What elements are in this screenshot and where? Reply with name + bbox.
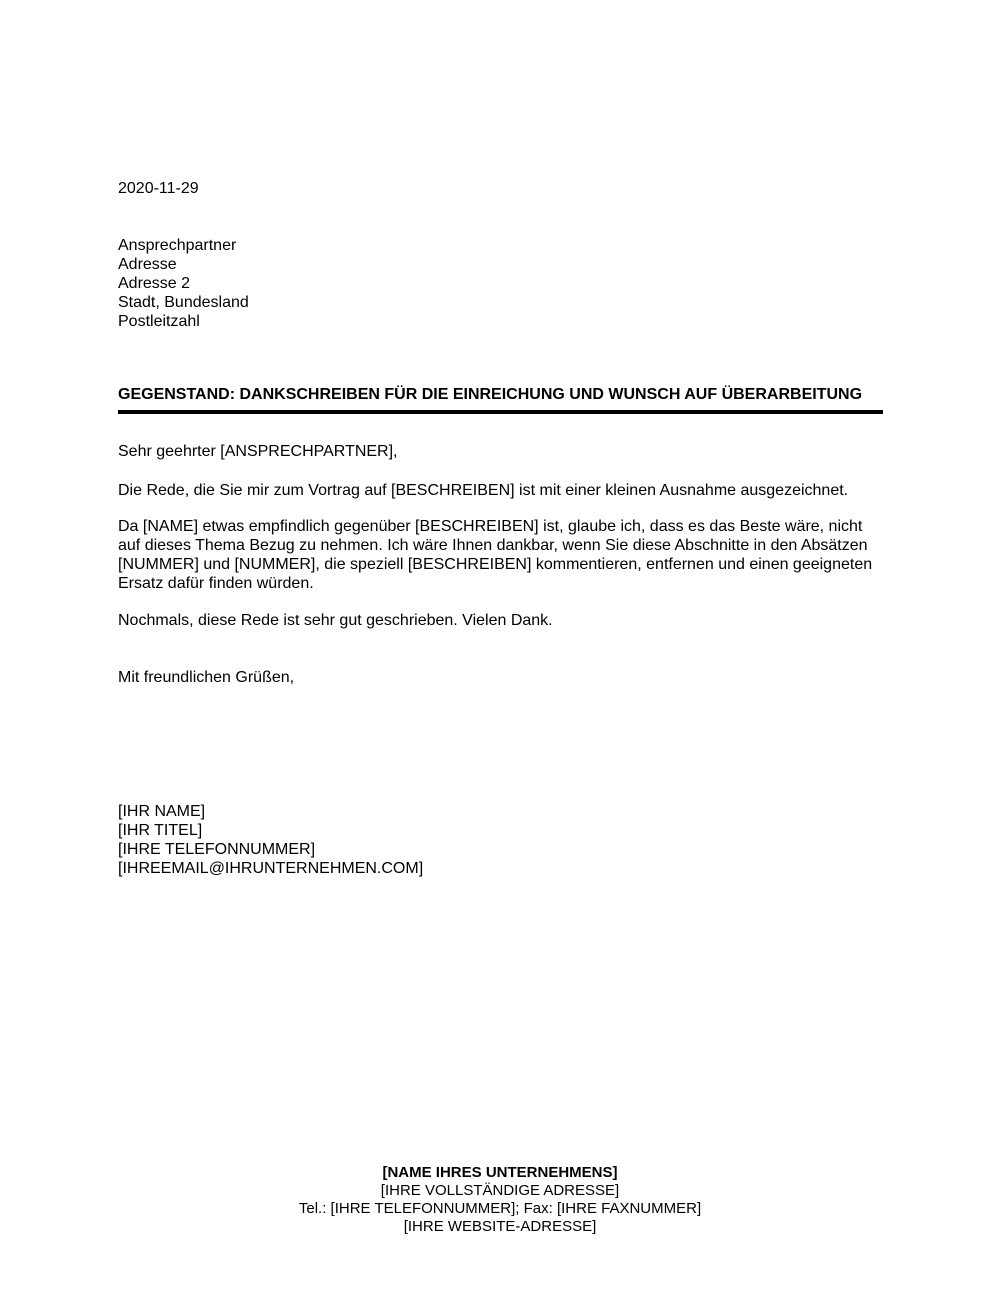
recipient-contact: Ansprechpartner [118, 237, 237, 254]
paragraph-text: Da [NAME] etwas empfindlich gegenüber [BESCHREIBEN] ist, glaube ich, dass es das Beste wäre, nicht auf dieses Thema Bezug zu nehmen. Ich wäre Ihnen dankbar, wenn Sie diese Abschnitte in den Absätzen [NUMMER] und [NUMMER], die speziell [BESCHREIBEN] kommentieren, entfernen und einen geeigneten Ersatz dafür finden würden. [118, 518, 873, 592]
closing-text: Mit freundlichen Grüßen, [118, 669, 295, 686]
signature-block [118, 802, 883, 878]
letter-footer [0, 1164, 1000, 1236]
salutation [118, 442, 883, 461]
signature-name: [IHR NAME] [118, 803, 206, 820]
recipient-address-line-1: Adresse [118, 256, 177, 273]
body-paragraph-1 [118, 481, 883, 500]
recipient-address [118, 236, 883, 331]
paragraph-text: Nochmals, diese Rede ist sehr gut geschrieben. Vielen Dank. [118, 612, 553, 629]
salutation-text: Sehr geehrter [ANSPRECHPARTNER], [118, 443, 398, 460]
footer-address: [IHRE VOLLSTÄNDIGE ADRESSE] [380, 1182, 620, 1199]
subject-divider [118, 410, 883, 414]
signature-phone: [IHRE TELEFONNUMMER] [118, 841, 316, 858]
paragraph-text: Die Rede, die Sie mir zum Vortrag auf [BESCHREIBEN] ist mit einer kleinen Ausnahme ausgezeichnet. [118, 482, 849, 499]
subject-line: GEGENSTAND: DANKSCHREIBEN FÜR DIE EINREICHUNG UND WUNSCH AUF ÜBERARBEITUNG [118, 386, 863, 403]
closing [118, 668, 883, 687]
footer-website: [IHRE WEBSITE-ADRESSE] [403, 1218, 597, 1235]
body-paragraph-3 [118, 611, 883, 630]
recipient-postal-code: Postleitzahl [118, 313, 200, 330]
recipient-address-line-2: Adresse 2 [118, 275, 191, 292]
signature-title: [IHR TITEL] [118, 822, 203, 839]
footer-contact-line: Tel.: [IHRE TELEFONNUMMER]; Fax: [IHRE FAXNUMMER] [298, 1200, 702, 1217]
date-text: 2020-11-29 [118, 180, 199, 197]
recipient-city-state: Stadt, Bundesland [118, 294, 249, 311]
letter-date [118, 179, 883, 198]
footer-company-name: [NAME IHRES UNTERNEHMENS] [382, 1164, 618, 1181]
body-paragraph-2 [118, 517, 888, 593]
signature-email: [IHREEMAIL@IHRUNTERNEHMEN.COM] [118, 860, 424, 877]
